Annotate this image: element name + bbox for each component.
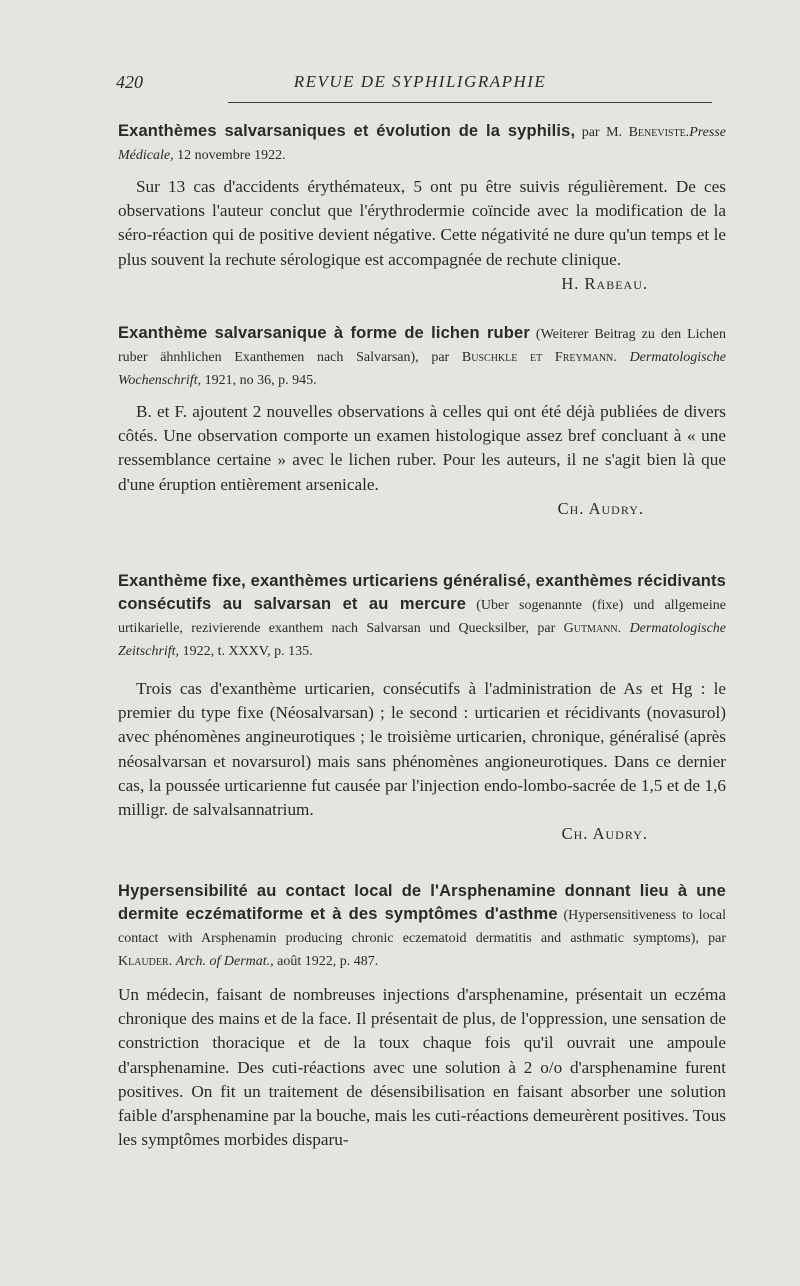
article-paragraph: Trois cas d'exanthème urticarien, consécutifs à l'administration de As et Hg : le premier du type fixe (Néosalvarsan) ; le second : urticarien et récidivants (novasurol) avec phénomènes angineurotiques ; le troisième urticarien, chronique, généralisé (après néosalvarsan et novarsurol) mais sans phénomènes angioneurotiques. Dans ce dernier cas, la poussée urticarienne fut causée par l'injection endo-lombo-sacrée de 1,5 et de 1,6 milligr. de salvalsannatrium.	[118, 679, 726, 820]
article-journal: Presse Médicale,	[118, 125, 726, 163]
article-journal: Arch. of Dermat.,	[175, 954, 274, 969]
article-title: Hypersensibilité au contact local de l'Arsphenamine donnant lieu à une dermite eczématiforme et à des symptômes d'asthme	[118, 882, 726, 923]
article-body	[118, 175, 726, 272]
article-paragraph: Sur 13 cas d'accidents érythémateux, 5 ont pu être suivis régulièrement. De ces observations l'auteur conclut que l'érythrodermie coïncide avec la modification de la séro-réaction qui de positive devient négative. Cette négativité ne dure qu'un temps et le plus souvent la rechute sérologique est accompagnée de rechute clinique.	[118, 177, 726, 269]
article-paragraph: B. et F. ajoutent 2 nouvelles observations à celles qui ont été déjà publiées de divers côtés. Une observation comporte un examen histologique assez bref concluant à « une ressemblance certaine » avec le lichen ruber. Pour les auteurs, il ne s'agit bien là que d'une éruption entièrement arsenicale.	[118, 402, 726, 494]
article-paragraph: Un médecin, faisant de nombreuses injections d'arsphenamine, présentait un eczéma chronique des mains et de la face. Il présentait de plus, de l'oppression, une sensation de constriction thoracique et de la toux chaque fois qu'il ouvrait une ampoule d'arsphenamine. Des cuti-réactions avec une solution à 2 o/o d'arsphenamine furent positives. On fit un traitement de désensibilisation en faisant absorber une solution faible d'arsphenamine par la bouche, mais les cuti-réactions demeurèrent positives. Tous les symptômes morbides disparu-	[118, 985, 726, 1150]
article-reference: (Hypersensitiveness to local contact with Arsphenamin producing chronic eczematoid dermatitis and asthmatic symptoms), par	[118, 908, 726, 946]
article-body	[118, 677, 726, 822]
page-header	[116, 72, 724, 96]
article-body	[118, 400, 726, 497]
article-reference: (Uber sogenannte (fixe) und allgemeine urtikarielle, rezivierende exanthem nach Salvarsan und Quecksilber, par	[118, 598, 726, 636]
article-date: 12 novembre 1922.	[173, 148, 286, 163]
article-author: Beneviste.	[628, 125, 690, 140]
article-date: 1922, t. XXXV, p. 135.	[179, 644, 313, 659]
article-author: Klauder.	[118, 954, 173, 969]
article-signature: Ch. Audry.	[561, 824, 648, 844]
article-title: Exanthèmes salvarsaniques et évolution de la syphilis,	[118, 122, 576, 140]
article-journal: Dermatologische Wochenschrift,	[118, 350, 726, 388]
running-title: REVUE DE SYPHILIGRAPHIE	[293, 72, 547, 91]
article-reference: (Weiterer Beitrag zu den Lichen ruber ähnhlichen Exanthemen nach Salvarsan), par	[118, 327, 726, 365]
article-author: Buschkle et Freymann.	[461, 350, 617, 365]
article-3	[118, 570, 726, 844]
article-title: Exanthème salvarsanique à forme de lichen ruber	[118, 324, 530, 342]
article-heading	[118, 570, 726, 663]
article-date: 1921, no 36, p. 945.	[201, 373, 317, 388]
article-body	[118, 983, 726, 1152]
article-1	[118, 120, 726, 294]
article-signature: Ch. Audry.	[557, 498, 644, 518]
article-signature: H. Rabeau.	[561, 273, 648, 293]
article-2	[118, 322, 726, 519]
article-heading	[118, 120, 726, 167]
article-journal: Dermatologische Zeitschrift,	[118, 621, 726, 659]
article-4	[118, 880, 726, 1152]
article-author: Gutmann.	[563, 621, 622, 636]
article-heading	[118, 322, 726, 392]
article-title: Exanthème fixe, exanthèmes urticariens généralisé, exanthèmes récidivants consécutifs au salvarsan et au mercure	[118, 572, 726, 613]
header-rule	[228, 102, 712, 103]
article-reference: par M.	[575, 125, 629, 140]
article-date: août 1922, p. 487.	[273, 954, 379, 969]
article-heading	[118, 880, 726, 973]
page-number: 420	[116, 72, 143, 92]
